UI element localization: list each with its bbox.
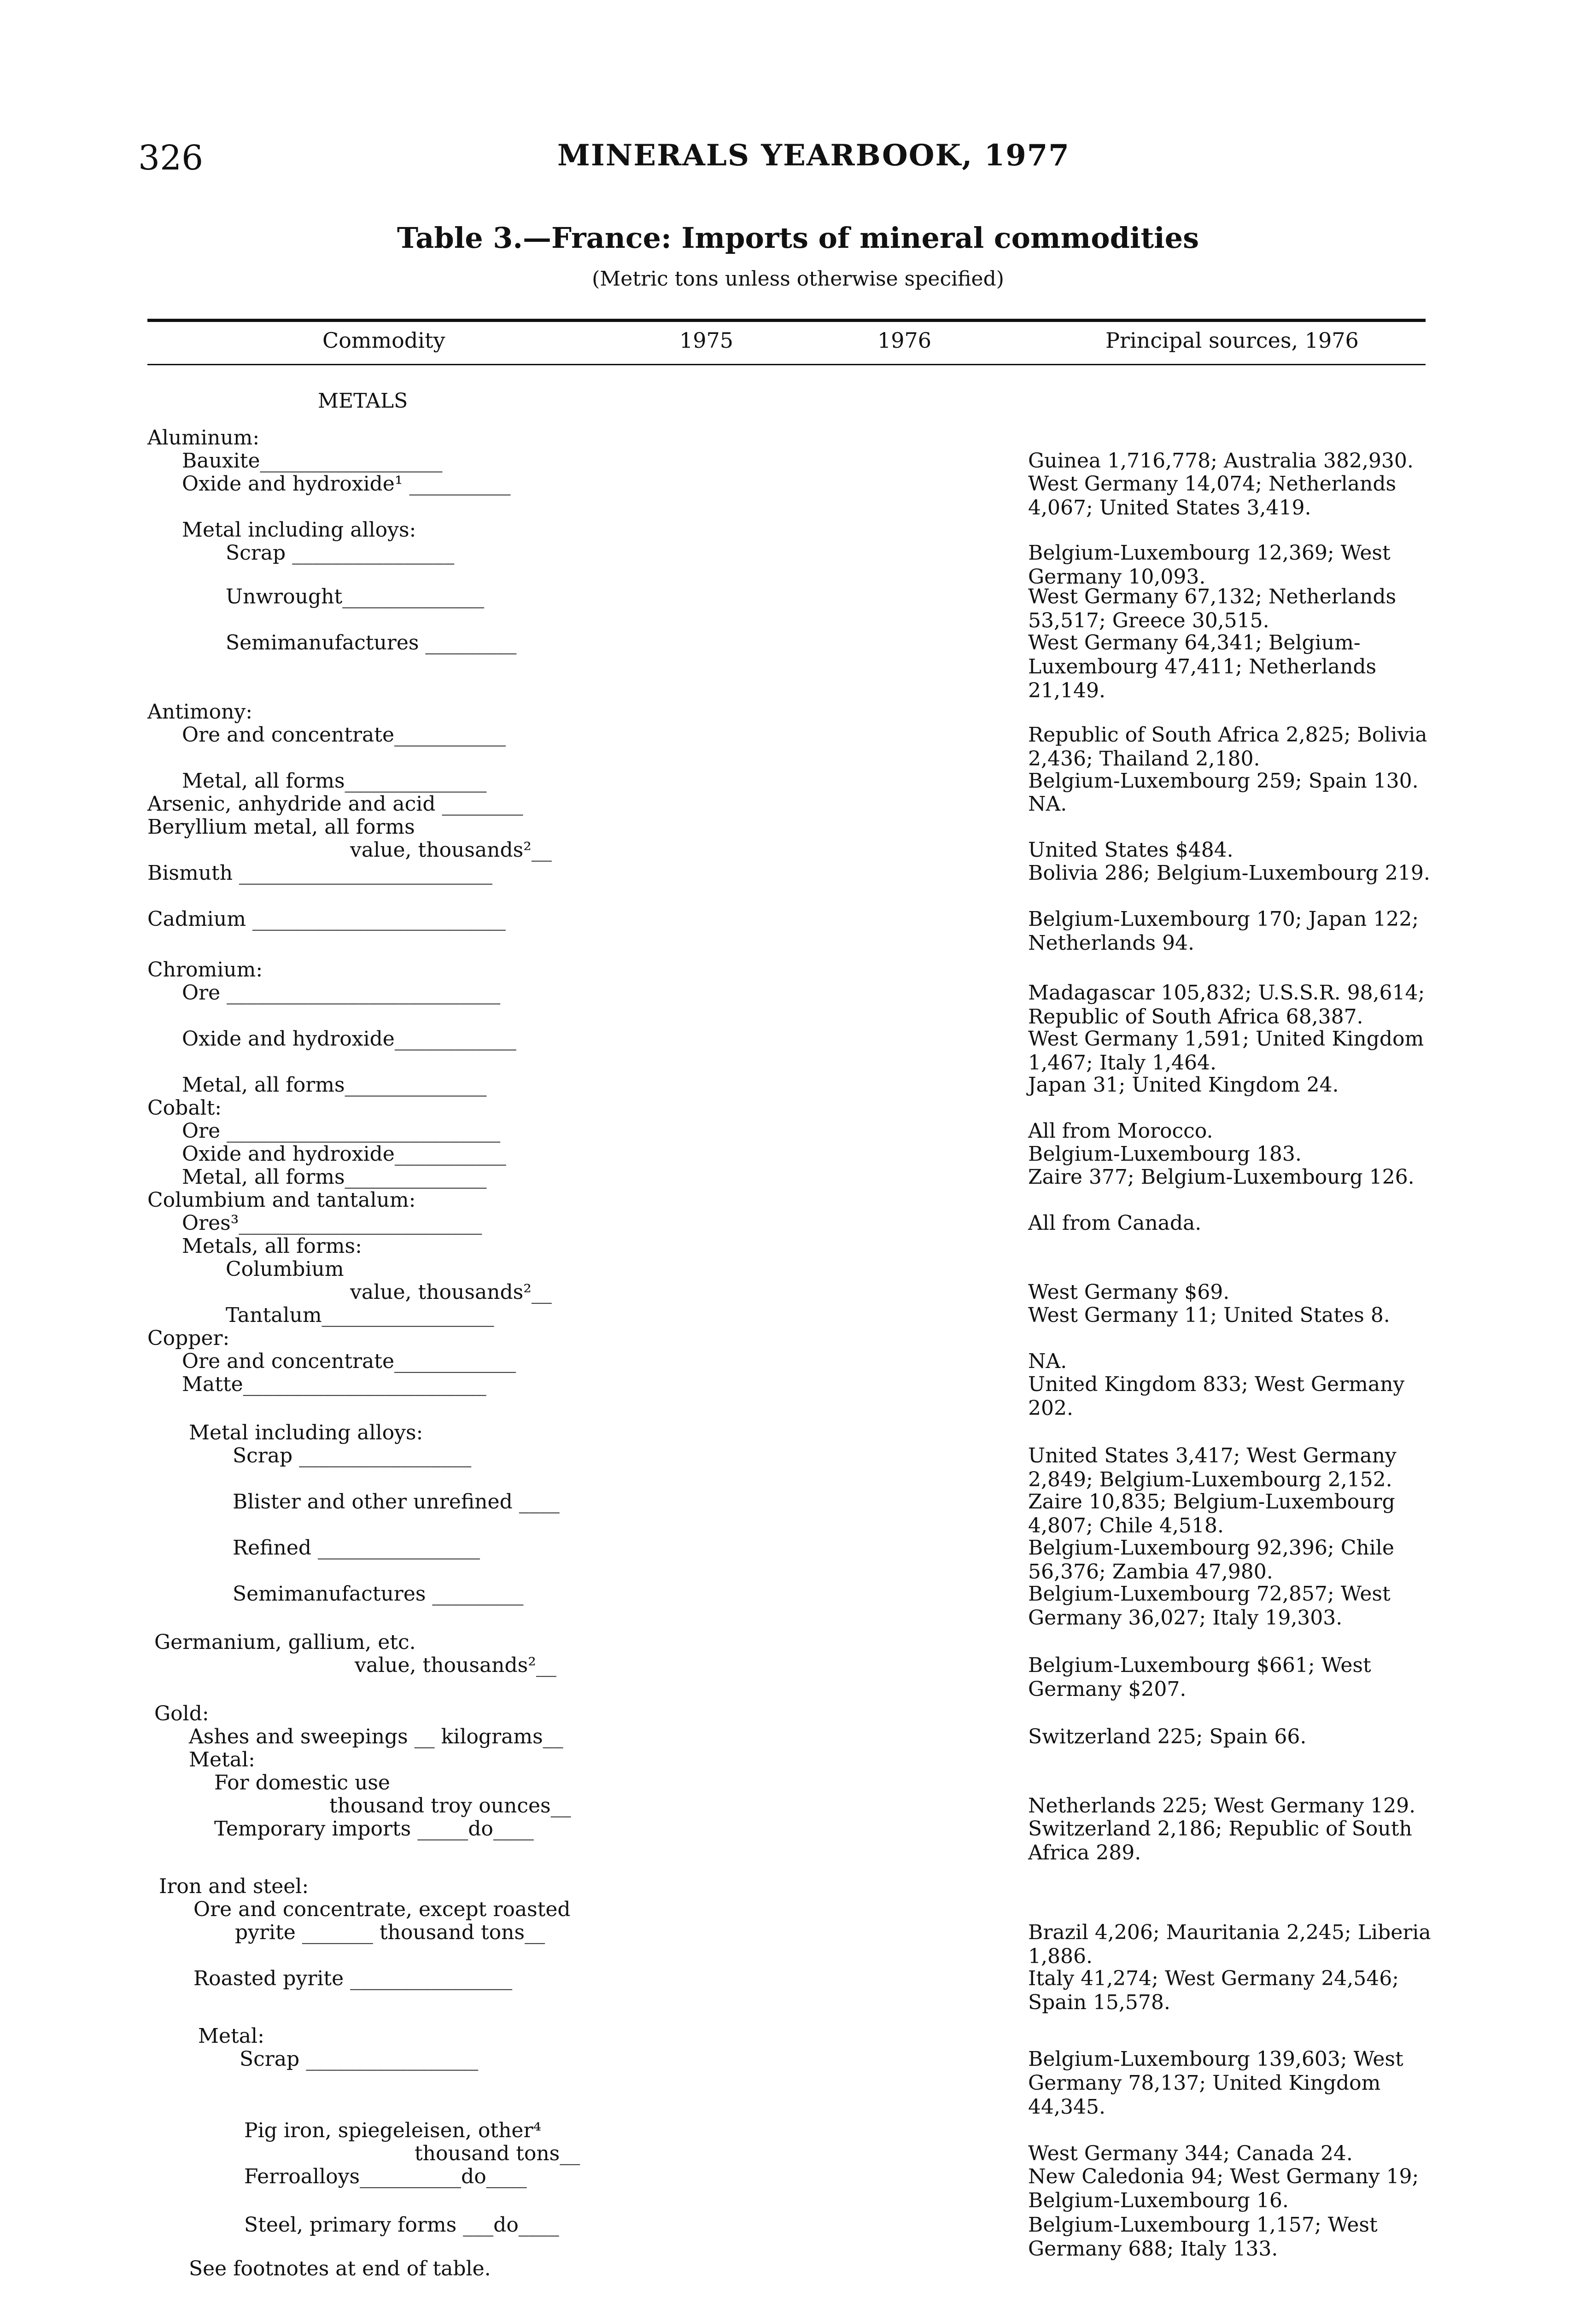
cell-sources: All from Canada. (1028, 1211, 1202, 1235)
row-label: Ore and concentrate____________ (182, 1350, 516, 1373)
row-label: Temporary imports _____do____ (214, 1817, 534, 1841)
cell-sources: Guinea 1,716,778; Australia 382,930. (1028, 449, 1414, 473)
row-label: Ore and concentrate___________ (182, 723, 506, 747)
row-label: Scrap ________________ (226, 541, 455, 565)
row-label: Ores³________________________ (182, 1211, 482, 1235)
cell-sources: Madagascar 105,832; U.S.S.R. 98,614; Republic of South Africa 68,387. (1028, 981, 1425, 1029)
cell-sources: Belgium-Luxembourg 1,157; West Germany 688; Italy 133. (1028, 2213, 1378, 2261)
cell-sources: Belgium-Luxembourg 170; Japan 122; Netherlands 94. (1028, 907, 1419, 955)
row-label: Refined ________________ (233, 1536, 480, 1560)
row-label: Ferroalloys__________do____ (244, 2165, 527, 2188)
cell-sources: All from Morocco. (1028, 1119, 1213, 1143)
header-1975: 1975 (679, 328, 734, 353)
row-label: Tantalum_________________ (226, 1303, 494, 1327)
cell-sources: Switzerland 225; Spain 66. (1028, 1725, 1307, 1748)
row-label: Germanium, gallium, etc. (154, 1631, 416, 1654)
row-label: Metal including alloys: (189, 1421, 423, 1444)
row-label: Cobalt: (147, 1096, 222, 1120)
row-label: Metals, all forms: (182, 1234, 362, 1258)
table-header-rule (147, 364, 1426, 365)
header-commodity: Commodity (322, 328, 445, 353)
row-label: pyrite _______ thousand tons__ (235, 1921, 545, 1944)
cell-sources: West Germany 14,074; Netherlands 4,067; United States 3,419. (1028, 472, 1397, 520)
cell-sources: Zaire 10,835; Belgium-Luxembourg 4,807; Chile 4,518. (1028, 1490, 1395, 1537)
cell-sources: West Germany $69. (1028, 1280, 1230, 1304)
row-label: Copper: (147, 1327, 230, 1350)
row-label: Bauxite__________________ (182, 449, 443, 473)
cell-sources: West Germany 344; Canada 24. (1028, 2142, 1353, 2165)
cell-sources: Belgium-Luxembourg $661; West Germany $207. (1028, 1654, 1371, 1701)
cell-sources: West Germany 64,341; Belgium-Luxembourg 47,411; Netherlands 21,149. (1028, 631, 1377, 702)
row-label: Ore ___________________________ (182, 981, 501, 1005)
row-label: Scrap _________________ (240, 2047, 479, 2071)
row-label: Matte________________________ (182, 1373, 486, 1396)
row-label: Metal, all forms______________ (182, 769, 487, 793)
row-label: Blister and other unrefined ____ (233, 1490, 560, 1514)
running-head: MINERALS YEARBOOK, 1977 (557, 138, 1070, 173)
row-label: Metal, all forms______________ (182, 1073, 487, 1097)
row-label: Metal: (198, 2024, 264, 2048)
row-label: thousand troy ounces__ (329, 1794, 571, 1818)
cell-sources: Bolivia 286; Belgium-Luxembourg 219. (1028, 861, 1430, 885)
table-top-rule (147, 319, 1426, 322)
cell-sources: Belgium-Luxembourg 139,603; West Germany 78,137; United Kingdom 44,345. (1028, 2047, 1403, 2119)
cell-sources: Belgium-Luxembourg 92,396; Chile 56,376; Zambia 47,980. (1028, 1536, 1394, 1584)
cell-sources: Brazil 4,206; Mauritania 2,245; Liberia 1,886. (1028, 1921, 1431, 1968)
row-label: Cadmium _________________________ (147, 907, 506, 931)
cell-sources: NA. (1028, 792, 1067, 816)
header-principal-sources: Principal sources, 1976 (1105, 328, 1359, 353)
row-label: Aluminum: (147, 426, 260, 450)
row-label: Ashes and sweepings __ kilograms__ (189, 1725, 563, 1748)
cell-sources: West Germany 1,591; United Kingdom 1,467; Italy 1,464. (1028, 1027, 1424, 1075)
cell-sources: United Kingdom 833; West Germany 202. (1028, 1373, 1405, 1420)
row-label: Ore and concentrate, except roasted (193, 1898, 571, 1921)
row-label: For domestic use (214, 1771, 390, 1794)
row-label: value, thousands²__ (350, 838, 552, 862)
row-label: Roasted pyrite ________________ (193, 1967, 513, 1990)
row-label: Bismuth _________________________ (147, 861, 493, 885)
header-1976: 1976 (877, 328, 932, 353)
row-label: value, thousands²__ (350, 1280, 552, 1304)
row-label: Oxide and hydroxide¹ __________ (182, 472, 511, 496)
row-label: Metal, all forms______________ (182, 1165, 487, 1189)
cell-sources: NA. (1028, 1350, 1067, 1373)
cell-sources: West Germany 11; United States 8. (1028, 1303, 1390, 1327)
cell-sources: New Caledonia 94; West Germany 19; Belgium-Luxembourg 16. (1028, 2165, 1419, 2212)
cell-sources: Belgium-Luxembourg 259; Spain 130. (1028, 769, 1419, 793)
cell-sources: Switzerland 2,186; Republic of South Africa 289. (1028, 1817, 1412, 1865)
cell-sources: Netherlands 225; West Germany 129. (1028, 1794, 1416, 1818)
row-label: Antimony: (147, 700, 253, 724)
table-title: Table 3.—France: Imports of mineral commodities (397, 221, 1199, 255)
cell-sources: Zaire 377; Belgium-Luxembourg 126. (1028, 1165, 1415, 1189)
section-heading-metals: METALS (318, 389, 408, 413)
row-label: Oxide and hydroxide____________ (182, 1027, 516, 1051)
row-label: Pig iron, spiegeleisen, other⁴ (244, 2119, 542, 2142)
row-label: Beryllium metal, all forms (147, 815, 415, 839)
row-label: Semimanufactures _________ (226, 631, 517, 655)
row-label: Scrap _________________ (233, 1444, 472, 1467)
cell-sources: United States $484. (1028, 838, 1234, 862)
row-label: value, thousands²__ (355, 1654, 556, 1677)
cell-sources: Belgium-Luxembourg 72,857; West Germany 36,027; Italy 19,303. (1028, 1582, 1391, 1630)
table-subtitle: (Metric tons unless otherwise specified) (592, 267, 1004, 291)
row-label: Metal including alloys: (182, 518, 416, 542)
row-label: Chromium: (147, 958, 263, 982)
row-label: Semimanufactures _________ (233, 1582, 524, 1606)
row-label: Columbium and tantalum: (147, 1188, 416, 1212)
cell-sources: Belgium-Luxembourg 12,369; West Germany 10,093. (1028, 541, 1391, 589)
row-label: Arsenic, anhydride and acid ________ (147, 792, 523, 816)
row-label: Oxide and hydroxide___________ (182, 1142, 506, 1166)
row-label: Metal: (189, 1748, 255, 1771)
row-label: Steel, primary forms ___do____ (244, 2213, 559, 2237)
page-number: 326 (138, 138, 204, 178)
row-label: Ore ___________________________ (182, 1119, 501, 1143)
cell-sources: Japan 31; United Kingdom 24. (1028, 1073, 1339, 1097)
footnote-note: See footnotes at end of table. (189, 2257, 491, 2280)
cell-sources: West Germany 67,132; Netherlands 53,517; Greece 30,515. (1028, 585, 1397, 632)
row-label: Unwrought______________ (226, 585, 485, 608)
row-label: Iron and steel: (159, 1875, 309, 1898)
row-label: thousand tons__ (415, 2142, 580, 2165)
cell-sources: Republic of South Africa 2,825; Bolivia 2,436; Thailand 2,180. (1028, 723, 1427, 771)
cell-sources: Italy 41,274; West Germany 24,546; Spain 15,578. (1028, 1967, 1399, 2014)
cell-sources: Belgium-Luxembourg 183. (1028, 1142, 1302, 1166)
row-label: Gold: (154, 1702, 209, 1725)
row-label: Columbium (226, 1257, 344, 1281)
cell-sources: United States 3,417; West Germany 2,849; Belgium-Luxembourg 2,152. (1028, 1444, 1397, 1491)
